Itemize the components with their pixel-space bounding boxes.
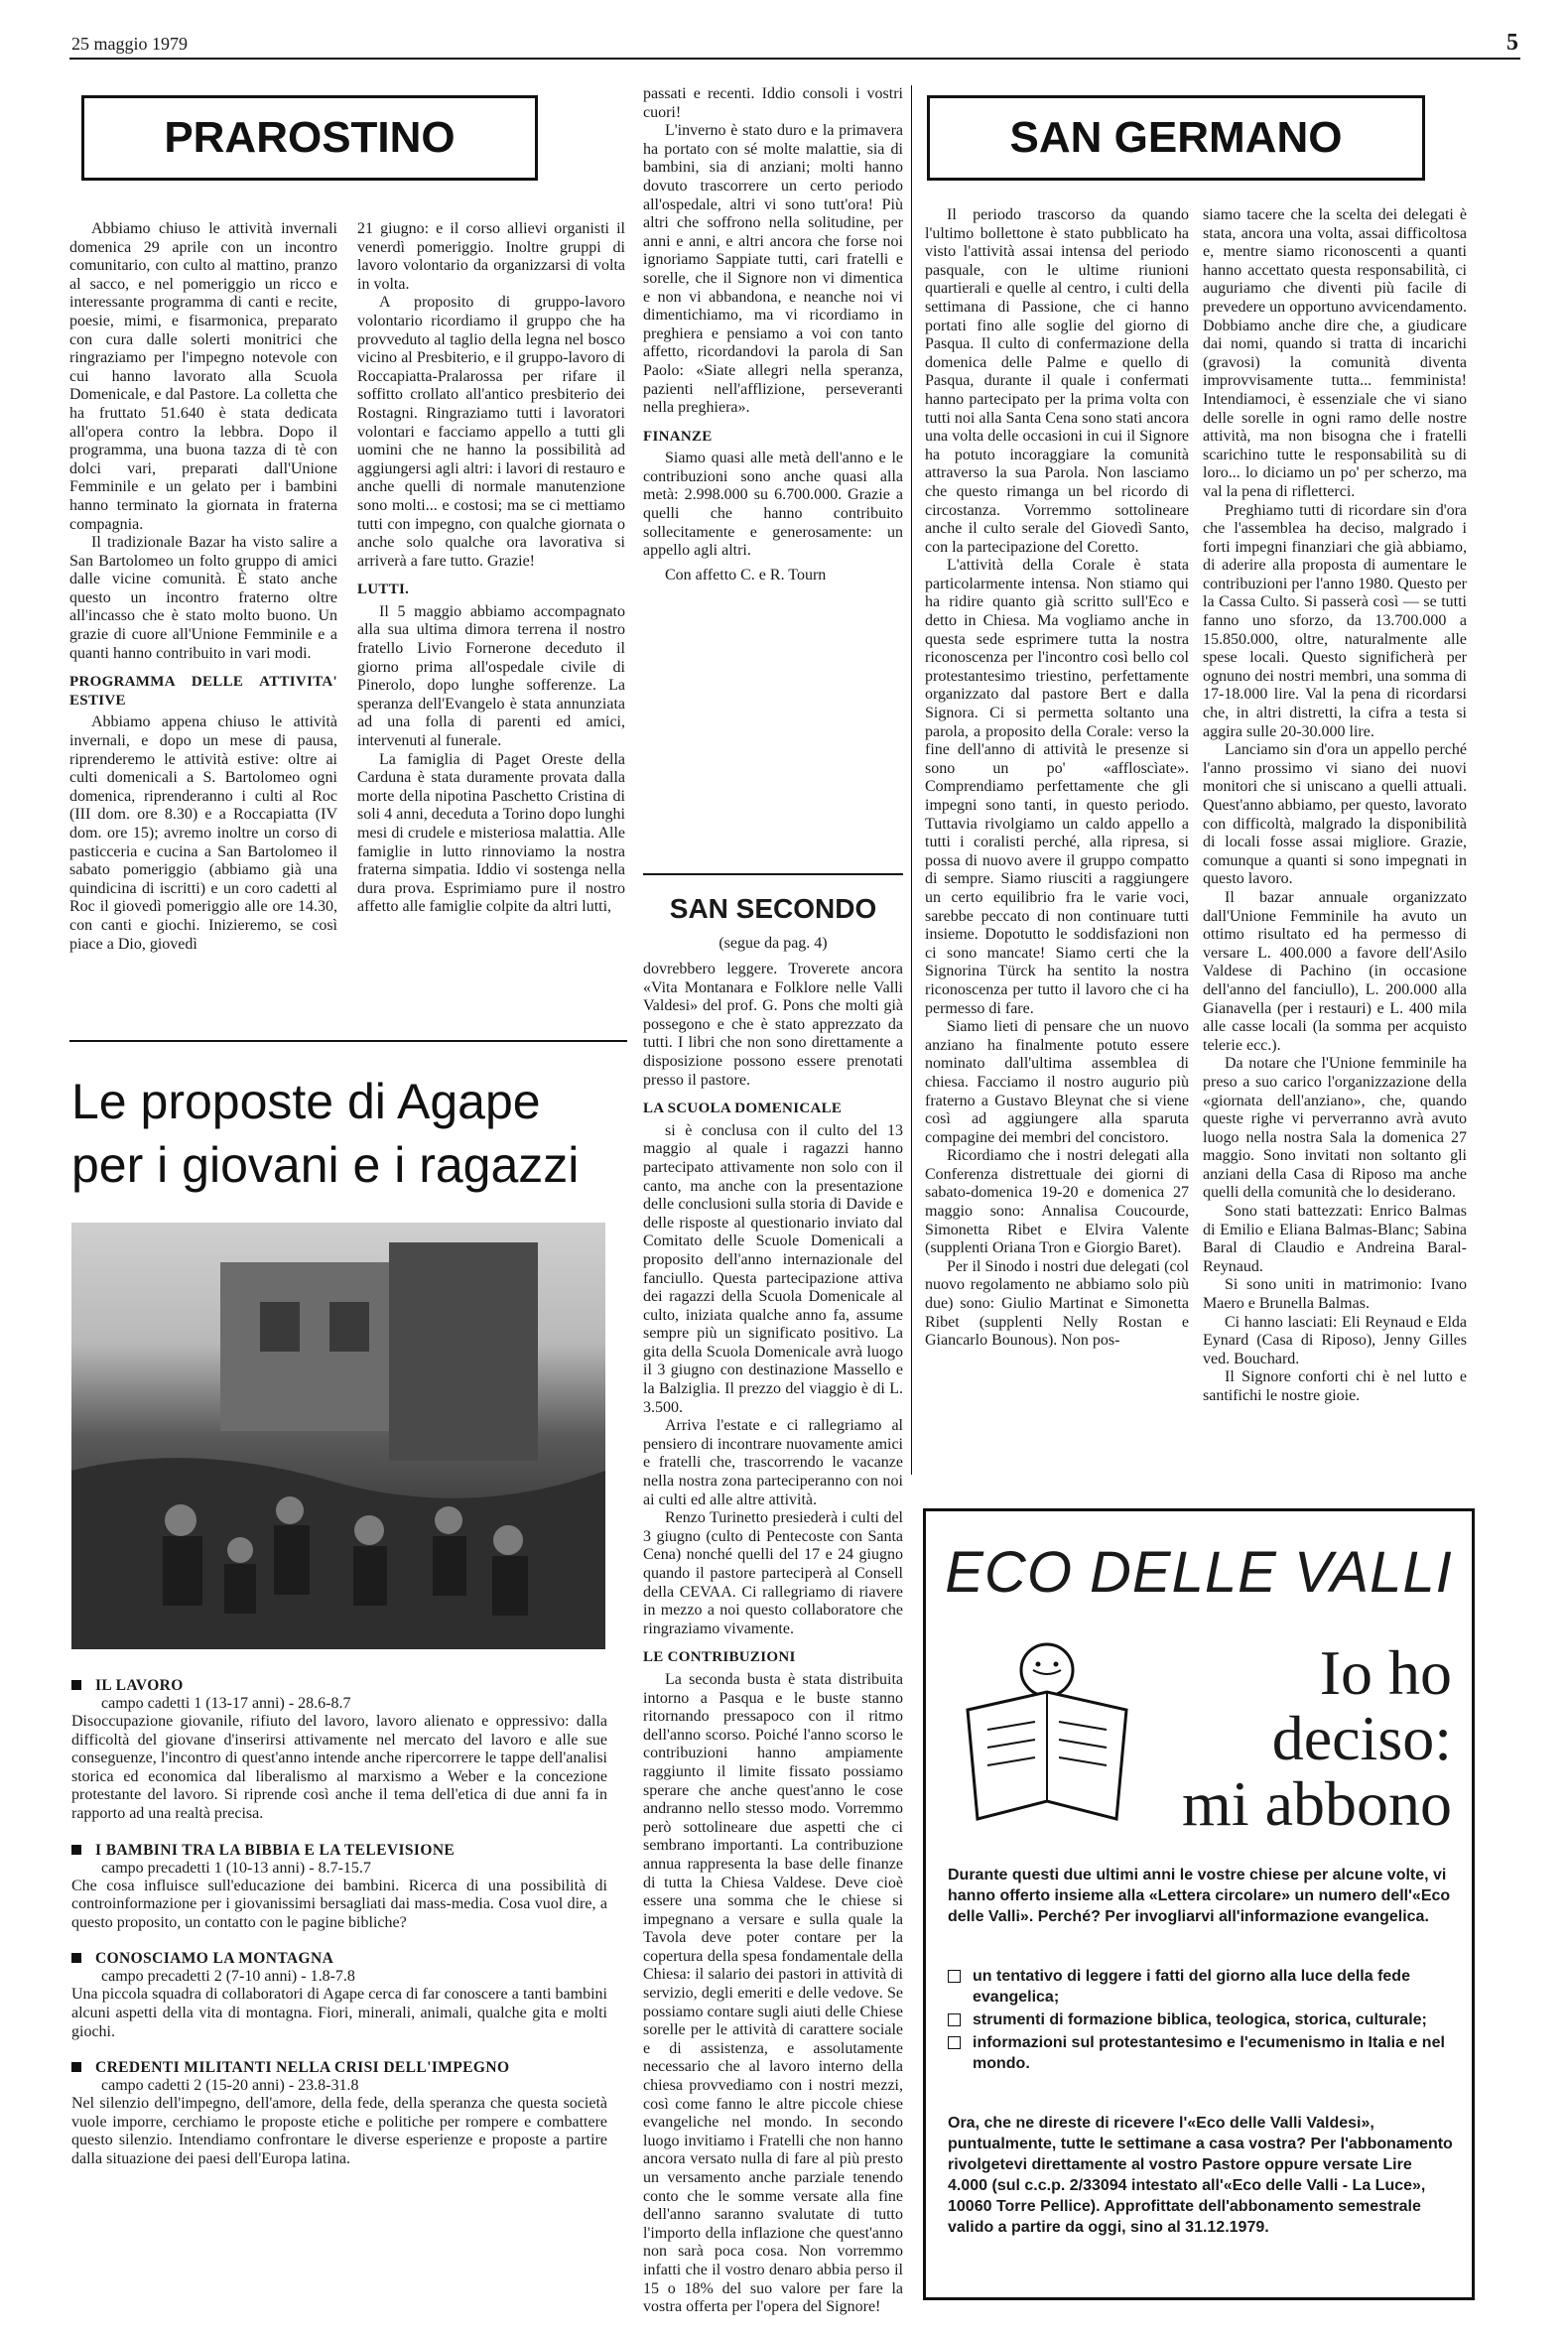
signature: Con affetto C. e R. Tourn: [665, 566, 827, 584]
paragraph: La famiglia di Paget Oreste della Carduna è stata duramente provata dalla morte della nipotina Paschetto Cristina di soli 4 anni, deceduta a Torino dopo lunghi mesi di crudele e misteriosa malattia. Alle famiglie in lutto rinnoviamo la nostra fraterna simpatia. Iddio vi sostenga nella dura prova. Esprimiamo pure il nostro affetto alle famiglie colpite da altri lutti,: [357, 750, 625, 916]
programme-title: CREDENTI MILITANTI NELLA CRISI DELL'IMPEGNO: [95, 2059, 510, 2077]
san-germano-title-box: SAN GERMANO: [927, 95, 1425, 181]
programme-body: Una piccola squadra di collaboratori di Agape cerca di far conoscere a tanti bambini alcuni aspetti della vita di montagna. Fiori, minerali, animali, qualche gita e molti giochi.: [71, 1986, 607, 2040]
checkbox-icon: [948, 1970, 961, 1983]
programme-body: Disoccupazione giovanile, rifiuto del lavoro, lavoro alienato e oppressivo: dalla difficoltà del giovane d'inserirsi attivamente nel mercato del lavoro e alle sue conseguenze, l'incontro di quest'anno intende anche ripercorrere le tappe dell'analisi storica ed economica dal liberalismo al marxismo a Weber e la concezione protestante del lavoro. Si riprende così anche il tema dell'etica di due anni fa in rapporto ad una realtà precisa.: [71, 1713, 607, 1822]
subheading: LA SCUOLA DOMENICALE: [643, 1101, 843, 1117]
san-secondo-text: [643, 961, 903, 2316]
agape-programme: [71, 1677, 607, 2187]
programme-item: [71, 1677, 607, 1824]
paragraph: si è conclusa con il culto del 13 maggio al quale i ragazzi hanno partecipato attivamente non solo con il canto, ma anche con la presentazione delle conclusioni sulla storia di Davide e delle risposte al questionario inviato dal Comitato delle Scuole Domenicali a proposito dell'anno internazionale del fanciullo. Questa partecipazione attiva dei ragazzi della Scuola Domenicale al culto, iniziata qualche anno fa, assume sempre più un significato positivo. La gita della Scuola Domenicale avrà luogo il 3 giugno con destinazione Massello e la Balziglia. Il prezzo del viaggio è di L. 3.500.: [643, 1121, 903, 1416]
paragraph: Sono stati battezzati: Enrico Balmas di Emilio e Eliana Balmas-Blanc; Sabina Baral di Claudio e Andreina Baral-Reynaud.: [1203, 1203, 1467, 1275]
eco-intro: Durante questi due ultimi anni le vostre chiese per alcune volte, vi hanno offerto insieme alla «Lettera circolare» un numero dell'«Eco delle Valli». Perché? Per invogliarvi all'informazione evangelica.: [948, 1867, 1451, 1925]
paragraph: Si sono uniti in matrimonio: Ivano Maero e Brunella Balmas.: [1203, 1276, 1467, 1313]
paragraph: dovrebbero leggere. Troverete ancora «Vita Montanara e Folklore nelle Valli Valdesi» del prof. G. Pons che molti già possegono e che è stato apprezzato da tutti. I libri che non sono direttamente a disposizione possono essere prenotati presso il pastore.: [643, 961, 903, 1089]
paragraph: 21 giugno: e il corso allievi organisti il venerdì pomeriggio. Inoltre gruppi di lavoro volontario da organizzarsi di volta in volta.: [357, 220, 625, 293]
san-germano-col2: [1203, 206, 1467, 1489]
san-secondo-title: SAN SECONDO: [669, 893, 877, 924]
benefit-text: informazioni sul protestantesimo e l'ecumenismo in Italia e nel mondo.: [973, 2034, 1445, 2072]
issue-date: 25 maggio 1979: [71, 34, 188, 54]
subheading: PROGRAMMA DELLE ATTIVITA' ESTIVE: [69, 674, 337, 709]
headline-line: per i giovani e i ragazzi: [71, 1137, 580, 1193]
paragraph: passati e recenti. Iddio consoli i vostri cuori!: [643, 85, 903, 121]
reader-newspaper-icon: [948, 1630, 1146, 1829]
paragraph: Renzo Turinetto presiederà i culti del 3 giugno (culto di Pentecoste con Santa Cena) nonché quelli del 17 e 24 giugno quando il pastore parteciperà al Consell della CEVAA. Ci rallegriamo di riavere in mezzo a noi questo collaboratore che ringraziamo vivamente.: [643, 1509, 903, 1637]
benefit-item: [948, 2032, 1454, 2074]
benefit-item: [948, 1966, 1454, 2008]
paragraph: Il bazar annuale organizzato dall'Unione Femminile ha avuto un ottimo risultato ed ha permesso di versare L. 400.000 a favore dell'Asilo Valdese di Pachino (in occasione dell'anno del fanciullo), L. 200.000 alla Gianavella (per i restauri) e L. 400 mila alle casse locali (la somma per acquisto telerie ecc.).: [1203, 888, 1467, 1054]
programme-title: IL LAVORO: [95, 1677, 184, 1694]
paragraph: L'inverno è stato duro e la primavera ha portato con sé molte malattie, sia di bambini, sia di anziani; molti hanno dovuto trascorrere un certo periodo all'ospedale, altri vi sono tutt'ora! Più altri che soffrono nella solitudine, per anni e anni, e altri ancora che forse noi ignoriamo Sappiate tutti, cari fratelli e sorelle, che il Signore non vi dimentica e non vi abbandona, e neanche noi vi dimentichiamo, ma vi ricordiamo in preghiera e pensiamo a voi con tanto affetto, ricordandovi la parola di San Paolo: «Siate allegri nella speranza, pazienti nell'afflizione, perseveranti nella preghiera».: [643, 122, 903, 417]
programme-camp: campo precadetti 1 (10-13 anni) - 8.7-15.7: [101, 1859, 371, 1877]
paragraph: Per il Sinodo i nostri due delegati (col nuovo regolamento ne abbiamo solo più due) sono: Giulio Martinat e Simonetta Ribet (supplenti Nelly Rostan e Giancarlo Bounous). Non pos-: [925, 1257, 1189, 1350]
benefit-item: [948, 2010, 1454, 2030]
programme-camp: campo cadetti 2 (15-20 anni) - 23.8-31.8: [101, 2077, 359, 2095]
slogan-line: deciso:: [1271, 1703, 1452, 1773]
prarostino-col2: [357, 220, 625, 1034]
slogan-line: mi abbono: [1182, 1768, 1452, 1839]
subheading: LE CONTRIBUZIONI: [643, 1649, 796, 1666]
bullet-square-icon: [71, 1845, 81, 1855]
paragraph: Lanciamo sin d'ora un appello perché l'anno prossimo vi siano dei nuovi monitori che si uniscano a quelli attuali. Quest'anno abbiamo, per questo, lavorato con difficoltà, malgrado la disponibilità di locali fosse assai migliore. Grazie, comunque a quanti si sono impegnati in questo lavoro.: [1203, 741, 1467, 888]
subheading: FINANZE: [643, 428, 713, 445]
photo-illustration: [71, 1223, 605, 1649]
paragraph: A proposito di gruppo-lavoro volontario ricordiamo il gruppo che ha provveduto al taglio della legna nel bosco vicino al Presbiterio, e il gruppo-lavoro di Roccapiatta-Pralarossa per rifare il soffitto crollato all'antico presbiterio dei Rostagni. Ringraziamo tutti i lavoratori volontari e facciamo appello a tutti gli uomini che ne hanno la possibilità ad aggiungersi agli altri: i lavori di restauro e anche quelli di normale manutenzione sono molti... e costosi; ma se ci mettiamo tutti con impegno, con qualche giornata o anche solo qualche ora lavorativa si arriverà a fare tutto. Grazie!: [357, 294, 625, 570]
programme-camp: campo cadetti 1 (13-17 anni) - 28.6-8.7: [101, 1695, 351, 1712]
paragraph: Il 5 maggio abbiamo accompagnato alla sua ultima dimora terrena il nostro fratello Livio Fornerone deceduto il giorno prima all'ospedale civile di Pinerolo, dopo lunghe sofferenze. La speranza dell'Evangelo è stata annunziata ad una folla di parenti ed amici, intervenuti al funerale.: [357, 602, 625, 750]
programme-item: [71, 1842, 607, 1933]
prarostino-col1: [69, 220, 337, 1034]
subheading: LUTTI.: [357, 582, 410, 598]
continued-note: (segue da pag. 4): [719, 935, 828, 952]
eco-title: ECO DELLE VALLI: [945, 1540, 1453, 1605]
programme-body: Nel silenzio dell'impegno, dell'amore, della fede, della speranza che questa società vuole imporre, cerchiamo le proposte etiche e politiche per rompere e combattere questo silenzio. Intendiamo confrontare le diverse esperienze e proposte a partire dalla situazione dei paesi dell'Europa latina.: [71, 2095, 607, 2167]
paragraph: Il tradizionale Bazar ha visto salire a San Bartolomeo un folto gruppo di amici dalle vicine comunità. È stato anche questo un incontro fraterno oltre all'incasso che è stato molto buono. Un grazie di cuore all'Unione Femminile e a quanti hanno contribuito in vari modi.: [69, 534, 337, 662]
header-rule: [69, 58, 1520, 60]
eco-outro: Ora, che ne direste di ricevere l'«Eco delle Valli Valdesi», puntualmente, tutte le settimane a casa vostra? Per l'abbonamento rivolgetevi direttamente al vostro Pastore oppure versate Lire 4.000 (sul c.c.p. 2/33094 intestato all'«Eco delle Valli - La Luce», 10060 Torre Pellice). Approfittate dell'abbonamento semestrale valido a partire da oggi, sino al 31.12.1979.: [948, 2115, 1453, 2236]
paragraph: Preghiamo tutti di ricordare sin d'ora che l'assemblea ha deciso, malgrado i forti impegni finanziari che già abbiamo, di aderire alla proposta di aumentare le contribuzioni per l'anno 1980. Questo per la Cassa Culto. Si passerà così — se tutti fanno uno sforzo, da 13.700.000 a 15.850.000, oltre, naturalmente alle spese locali. Questo significherà per ognuno dei nostri membri, una somma di 17-18.000 lire. Val la pena di ricordarsi che, in altri distretti, la cifra a testa si aggira sulle 20-30.000 lire.: [1203, 501, 1467, 740]
section-divider: [643, 873, 903, 875]
benefit-text: un tentativo di leggere i fatti del giorno alla luce della fede evangelica;: [973, 1968, 1410, 2006]
column-rule: [911, 85, 912, 1475]
programme-camp: campo precadetti 2 (7-10 anni) - 1.8-7.8: [101, 1968, 355, 1986]
paragraph: Il Signore conforti chi è nel lutto e santifichi le nostre gioie.: [1203, 1368, 1467, 1404]
paragraph: Da notare che l'Unione femminile ha preso a suo carico l'organizzazione della «giornata dell'anziano», che, quando queste righe vi perverranno avrà avuto luogo nella nostra Sala la domenica 27 maggio. Sono invitati non soltanto gli anziani della Casa di Riposo ma anche quelli della comunità che lo desiderano.: [1203, 1055, 1467, 1202]
checkbox-icon: [948, 2013, 961, 2026]
paragraph: Abbiamo appena chiuso le attività invernali, e dopo un mese di pausa, riprenderemo le attività estive: oltre ai culti domenicali a S. Bartolomeo ogni domenica, riprenderanno i culti al Roc (III dom. ore 8.30) e a Roccapiatta (IV dom. ore 15); avremo inoltre un corso di pasticceria e cucina a San Bartolomeo il sabato pomeriggio (abbiamo già una quindicina di iscritti) e un coro cadetti al Roc il giovedì pomeriggio alle ore 14.30, con canti e giochi. Inizieremo, se così piace a Dio, giovedì: [69, 713, 337, 953]
paragraph: siamo tacere che la scelta dei delegati è stata, ancora una volta, assai difficoltosa e, mentre siamo riconoscenti a quanti hanno accettato questa responsabilità, ci auguriamo che diventi più facile di prevedere un opportuno avvicendamento. Dobbiamo anche dire che, a giudicare dai nomi, quando si tratta di incarichi (gravosi) la comunità diventa improvvisamente tutta... femminista! Intendiamoci, è essenziale che vi siano delle sorelle in ogni ramo delle nostre attività, ma non bisogna che i fratelli scarichino tutte le responsabilità su di loro... lo diciamo un po' per scherzo, ma val la pena di rifletterci.: [1203, 206, 1467, 500]
eco-ad-box: [923, 1508, 1475, 2300]
paragraph: Arriva l'estate e ci rallegriamo al pensiero di incontrare nuovamente amici e fratelli che, trascorrendo le vacanze nella nostra zona parteciperanno con noi ai culti ed alle altre attività.: [643, 1417, 903, 1508]
programme-item: [71, 1950, 607, 2041]
paragraph: Siamo quasi alle metà dell'anno e le contribuzioni sono anche quasi alla metà: 2.998.000 su 6.700.000. Grazie a quelli che hanno contribuito sollecitamente e generosamente: un appello agli altri.: [643, 450, 903, 560]
benefit-text: strumenti di formazione biblica, teologica, storica, culturale;: [973, 2011, 1427, 2028]
san-germano-col1: [925, 206, 1189, 1489]
eco-slogan: [1124, 1637, 1452, 1839]
paragraph: Ricordiamo che i nostri delegati alla Conferenza distrettuale dei giorni di sabato-domenica 19-20 e domenica 27 maggio sono: Annalisa Coucourde, Simonetta Ribet e Elvira Valente (supplenti Oriana Tron e Giorgio Baret).: [925, 1147, 1189, 1257]
prarostino-col3: [643, 85, 903, 869]
programme-title: CONOSCIAMO LA MONTAGNA: [95, 1950, 334, 1968]
bullet-square-icon: [71, 1953, 81, 1963]
programme-item: [71, 2059, 607, 2168]
eco-benefits-list: [948, 1966, 1454, 2076]
paragraph: L'attività della Corale è stata particolarmente intensa. Non stiamo qui ha ridire quanto già scritto sull'Eco e detto in Chiesa. Ma vogliamo anche in questa sede esprimere tutta la nostra riconoscenza per l'incontro così bello col protestantesimo triestino, perfettamente organizzato dal pastore Bert e dalla Signora. Ci si permetta soltanto una parola, a proposito della Corale: verso la fine dell'anno di attività le presenze si sono un po' «affloscìate». Comprendiamo perfettamente che gli impegni sono tanti, in questo periodo. Tuttavia rivolgiamo un caldo appello a tutti i coralisti perché, alla ripresa, si possa di nuovo avere il gruppo compatto di sempre. Siamo riusciti a raggiungere un certo equilibrio fra le varie voci, sarebbe peccato di non continuare tutti insieme. Dopotutto le soddisfazioni non ci sono mancate! Siamo certi che la Signorina Türck ha sentito la nostra riconoscenza per tutto il lavoro che ci ha permesso di fare.: [925, 557, 1189, 1017]
bullet-square-icon: [71, 2062, 81, 2072]
slogan-line: Io ho: [1319, 1637, 1452, 1708]
paragraph: Ci hanno lasciati: Eli Reynaud e Elda Eynard (Casa di Riposo), Jenny Gilles ved. Bouchard.: [1203, 1313, 1467, 1367]
programme-body: Che cosa influisce sull'educazione dei bambini. Ricerca di una possibilità di controinformazione per i giovanissimi bersagliati dai mass-media. Cosa vuol dire, a questo proposito, un contatto con le pagine bibliche?: [71, 1877, 607, 1931]
prarostino-title-box: PRAROSTINO: [81, 95, 538, 181]
programme-title: I BAMBINI TRA LA BIBBIA E LA TELEVISIONE: [95, 1841, 456, 1859]
agape-photo: [71, 1223, 605, 1649]
agape-headline: [71, 1070, 647, 1197]
checkbox-icon: [948, 2036, 961, 2049]
bullet-square-icon: [71, 1680, 81, 1690]
page-number: 5: [1506, 30, 1518, 56]
paragraph: Abbiamo chiuso le attività invernali domenica 29 aprile con un incontro comunitario, con culto al mattino, pranzo al sacco, e nel pomeriggio un ricco e interessante programma di canti e recite, poesie, mimi, e fisarmonica, preparato con cura dalle solerti monitrici che ringraziamo per l'impegno notevole con cui hanno lavorato alla Scuola Domenicale, e dal Pastore. La colletta che ha fruttato 51.640 è stata dedicata all'opera contro la lebbra. Dopo il programma, una buona tazza di tè con dolci vari, preparati dall'Unione Femminile e un gelato per i bambini hanno terminato la giornata in fraterna compagnia.: [69, 220, 337, 533]
section-divider: [69, 1040, 627, 1042]
paragraph: Il periodo trascorso da quando l'ultimo bollettone è stato pubblicato ha visto l'attività assai intensa del periodo pasquale, con le ultime riunioni quartierali e quelle al centro, i culti della settimana di Passione, che ci hanno portati fino alle soglie del giorno di Pasqua. Il culto di confermazione della domenica delle Palme e quello di Pasqua, durante il quale i confermati hanno partecipato per la prima volta con tutti noi alla Santa Cena sono stati ancora una volta delle occasioni in cui il Signore ha potuto incoraggiare la comunità attraverso la sua Parola. Non lasciamo che questo rimanga un bel ricordo di circostanza. Vorremmo sottolineare anche il culto serale del Giovedì Santo, con la partecipazione del Coretto.: [925, 206, 1189, 556]
paragraph: Siamo lieti di pensare che un nuovo anziano ha finalmente potuto essere nominato dall'ultima assemblea di chiesa. Facciamo il nostro augurio più fraterno a Gustavo Bleynat che si viene così ad aggiungere alla sparuta compagine dei membri del concistoro.: [925, 1018, 1189, 1146]
headline-line: Le proposte di Agape: [71, 1074, 541, 1129]
paragraph: La seconda busta è stata distribuita intorno a Pasqua e le buste stanno ritornando pressapoco con il ritmo dell'anno scorso. Poiché l'anno scorso le contribuzioni hanno ampiamente raggiunto il limite fissato possiamo sperare che anche quest'anno le cose andranno nello stesso modo. Vorremmo però sottolineare due aspetti che ci sembrano importanti. La contribuzione annua rappresenta la base delle finanze di tutta la Chiesa Valdese. Deve cioè essere una somma che le chiese si impegnano a versare e sulla quale la Tavola deve poter contare per la copertura della spesa fondamentale della Chiesa: il salario dei pastori in attività di servizio, degli emeriti e delle vedove. Se possiamo contare sugli aiuti delle Chiese sorelle per le attività di carattere sociale e di assistenza, e assolutamente necessario che al lavoro interno della chiesa provvediamo con i nostri mezzi, così come fanno le altre piccole chiese evangeliche nel mondo. In secondo luogo invitiamo i Fratelli che non hanno ancora versato nulla di fare al più presto un versamento anche parziale tenendo conto che le somme versate alla fine dell'anno saranno svalutate di tutto l'importo della inflazione che quest'anno non sarà poca cosa. Non vorremmo infatti che il vostro denaro abbia perso il 15 o 18% del suo valore per fare la vostra offerta per l'opera del Signore!: [643, 1670, 903, 2316]
